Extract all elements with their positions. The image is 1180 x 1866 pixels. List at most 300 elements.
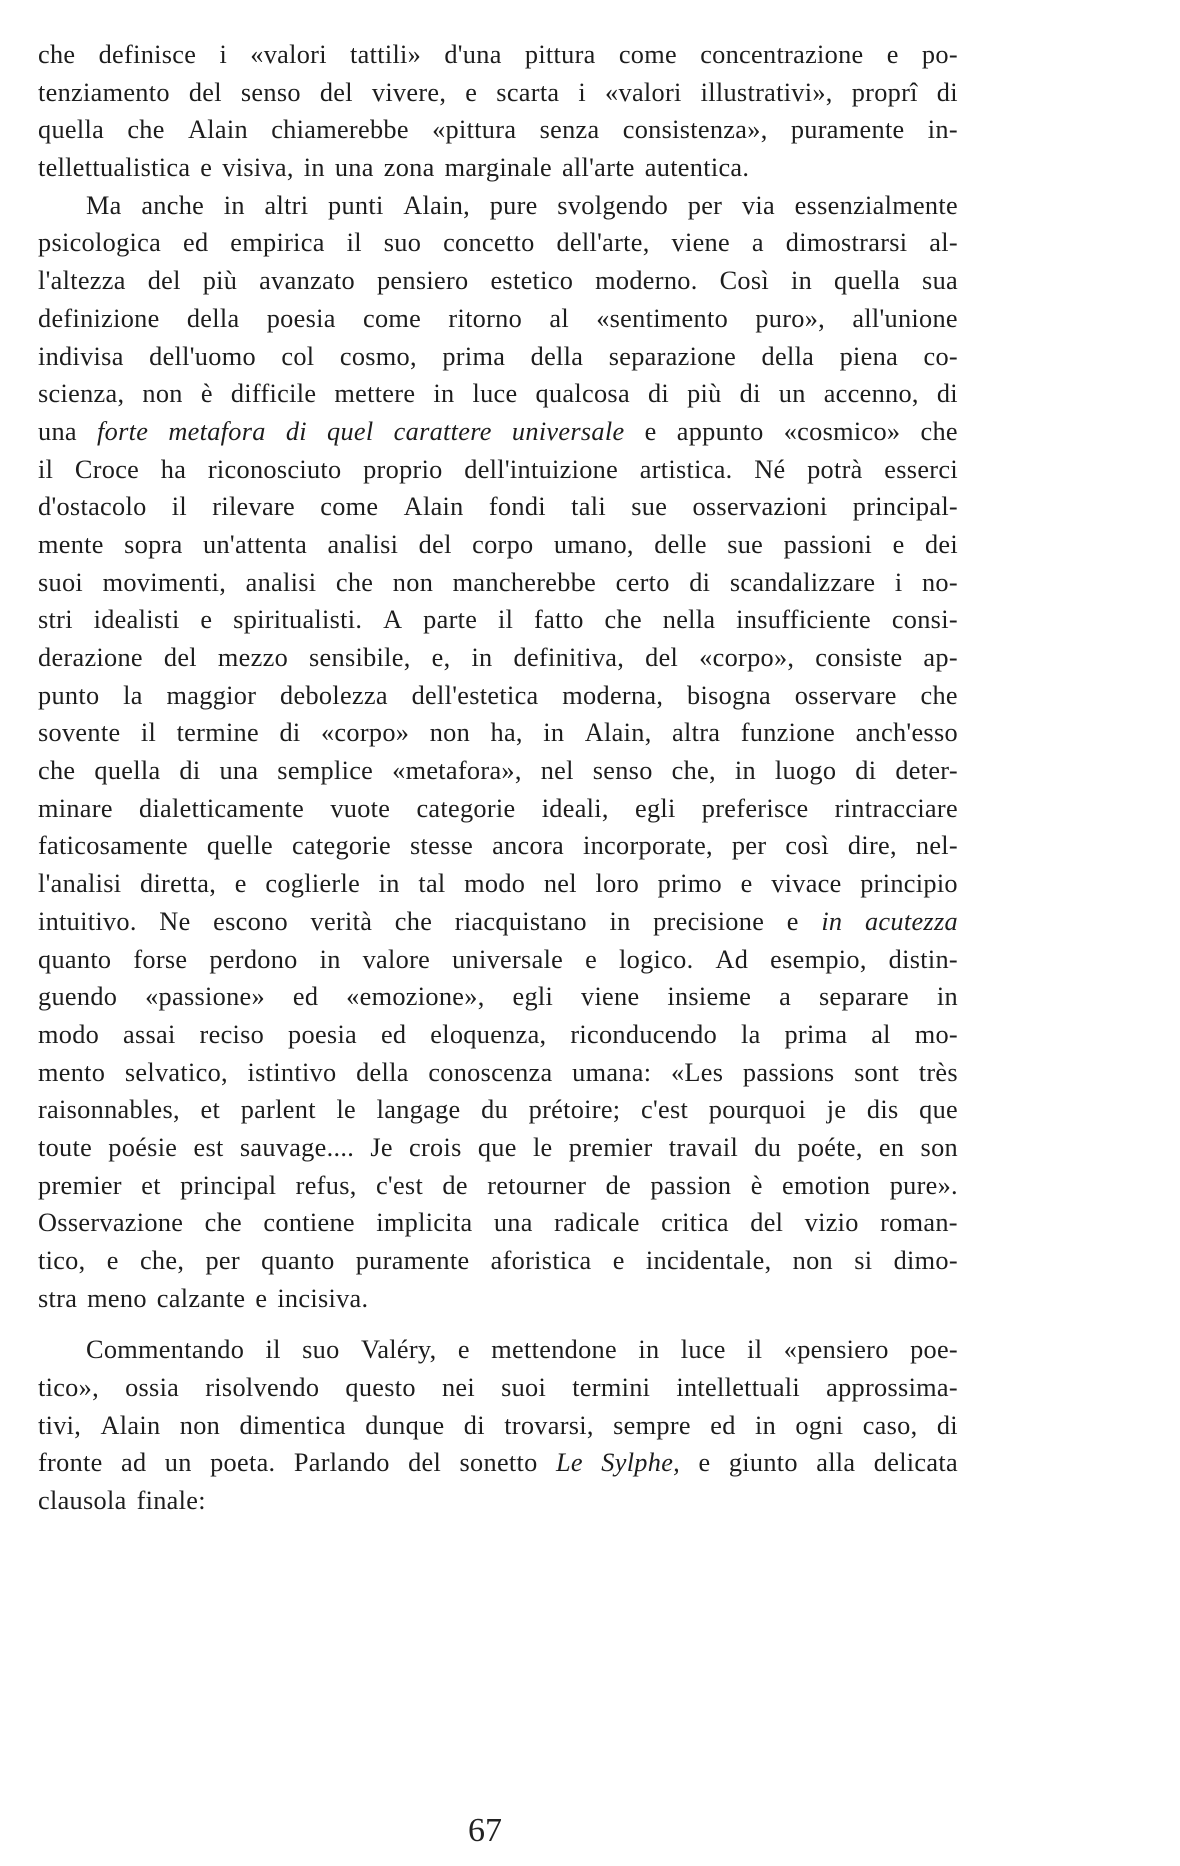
word: quanto bbox=[261, 1246, 335, 1275]
word: i bbox=[219, 40, 228, 69]
text-line bbox=[38, 1280, 958, 1318]
word: metafora bbox=[168, 416, 266, 446]
word: pittura bbox=[524, 40, 596, 69]
text-line bbox=[38, 677, 958, 715]
word: ed bbox=[710, 1410, 736, 1440]
word: anche bbox=[141, 190, 205, 220]
word: che bbox=[127, 115, 165, 145]
word: una bbox=[493, 1208, 533, 1238]
word: delle bbox=[654, 529, 707, 559]
word: e bbox=[255, 1283, 268, 1313]
word: «sentimento bbox=[596, 303, 729, 333]
word: de bbox=[605, 1170, 632, 1200]
word: dell'uomo bbox=[149, 341, 256, 371]
word: co- bbox=[923, 341, 958, 371]
word: concentrazione bbox=[700, 40, 864, 69]
word: Valéry, bbox=[360, 1335, 437, 1365]
word: non bbox=[392, 567, 434, 597]
word: poesia bbox=[288, 1019, 358, 1049]
word: Ad bbox=[715, 944, 749, 974]
word: così bbox=[785, 831, 829, 861]
word: in bbox=[821, 906, 843, 936]
word: le bbox=[336, 1095, 357, 1125]
word: stri bbox=[38, 605, 73, 635]
word: del bbox=[188, 77, 222, 107]
word: viene bbox=[581, 982, 640, 1012]
word: riconosciuto bbox=[207, 454, 342, 484]
word: di bbox=[855, 756, 877, 786]
word: pensiero bbox=[376, 266, 469, 296]
word: principal bbox=[180, 1170, 277, 1200]
word: nel bbox=[543, 869, 577, 899]
word: osservazioni bbox=[692, 492, 828, 522]
word: svolgendo bbox=[557, 190, 669, 220]
word: en bbox=[878, 1132, 905, 1162]
word: in bbox=[378, 869, 400, 899]
text-line bbox=[38, 526, 958, 564]
word: c'est bbox=[375, 1170, 424, 1200]
paragraph bbox=[38, 36, 958, 187]
word: insufficiente bbox=[736, 605, 872, 635]
word: «passione» bbox=[145, 982, 265, 1012]
text-line bbox=[38, 941, 958, 979]
word: all'unione bbox=[852, 303, 958, 333]
word: no- bbox=[921, 567, 958, 597]
word: sempre bbox=[613, 1410, 691, 1440]
word: intuitivo. bbox=[38, 906, 137, 936]
word: scienza, bbox=[38, 379, 125, 409]
word: du bbox=[481, 1095, 509, 1125]
word: que bbox=[919, 1095, 958, 1125]
word: que bbox=[477, 1132, 517, 1162]
word: della bbox=[761, 341, 815, 371]
text-line bbox=[38, 300, 958, 338]
word: risolvendo bbox=[205, 1373, 320, 1403]
word: marginale bbox=[444, 153, 552, 183]
word: e bbox=[644, 416, 657, 446]
text-line bbox=[38, 1331, 958, 1369]
text-line bbox=[38, 714, 958, 752]
word: son bbox=[920, 1132, 958, 1162]
word: di bbox=[463, 1410, 485, 1440]
word: dialetticamente bbox=[139, 793, 305, 823]
word: mento bbox=[38, 1057, 106, 1087]
word: premier bbox=[38, 1170, 122, 1200]
word: pourquoi bbox=[708, 1095, 807, 1125]
word: emotion bbox=[782, 1170, 871, 1200]
word: per bbox=[205, 1246, 240, 1275]
word: non bbox=[142, 379, 183, 409]
word: premier bbox=[568, 1132, 653, 1162]
word: puro», bbox=[755, 303, 826, 333]
word: un bbox=[164, 1448, 192, 1478]
word: Alain bbox=[403, 492, 464, 522]
text-line bbox=[38, 1444, 958, 1482]
word: prima bbox=[442, 341, 506, 371]
word: senso bbox=[592, 756, 653, 786]
word: implicita bbox=[376, 1208, 473, 1238]
word: il bbox=[140, 718, 157, 748]
word: «corpo», bbox=[699, 643, 795, 672]
word: guendo bbox=[38, 982, 118, 1012]
word: Croce bbox=[74, 454, 140, 484]
word: tenziamento bbox=[38, 77, 170, 107]
word: poesia bbox=[266, 303, 336, 333]
word: dunque bbox=[365, 1410, 445, 1440]
word: della bbox=[186, 303, 240, 333]
word: corpo bbox=[472, 529, 534, 559]
word: très bbox=[918, 1057, 958, 1087]
word: di bbox=[179, 756, 201, 786]
word: «pittura bbox=[432, 115, 517, 145]
word: quelle bbox=[206, 831, 273, 861]
word: non bbox=[179, 1410, 221, 1440]
word: del bbox=[750, 1208, 784, 1238]
word: d'ostacolo bbox=[38, 492, 147, 522]
word: scandalizzare bbox=[729, 567, 876, 597]
word: del bbox=[163, 643, 197, 672]
word: et bbox=[141, 1170, 161, 1200]
text-line bbox=[38, 375, 958, 413]
word: altri bbox=[264, 190, 309, 220]
word: langage bbox=[376, 1095, 461, 1125]
word: «pensiero bbox=[783, 1335, 889, 1365]
word: prima bbox=[784, 1019, 848, 1049]
word: finale: bbox=[136, 1486, 206, 1516]
word: e bbox=[892, 529, 905, 559]
word: di bbox=[936, 1410, 958, 1440]
word: Ne bbox=[159, 906, 191, 936]
word: sonetto bbox=[459, 1448, 538, 1478]
text-line bbox=[38, 1407, 958, 1445]
word: quel bbox=[327, 416, 374, 446]
word: roman- bbox=[880, 1208, 958, 1238]
word: sont bbox=[854, 1057, 900, 1087]
word: osservare bbox=[794, 680, 897, 710]
word: giunto bbox=[728, 1448, 798, 1478]
text-line bbox=[38, 1129, 958, 1167]
word: ogni bbox=[795, 1410, 844, 1440]
word: di bbox=[689, 567, 711, 597]
word: loro bbox=[595, 869, 640, 899]
word: del bbox=[408, 1448, 442, 1478]
word: refus, bbox=[295, 1170, 357, 1200]
word: passions bbox=[742, 1057, 835, 1087]
word: Alain, bbox=[584, 718, 652, 748]
word: al bbox=[549, 303, 569, 333]
word: in bbox=[319, 944, 341, 974]
word: che bbox=[394, 906, 433, 936]
word: et bbox=[200, 1095, 221, 1125]
word: intellettuali bbox=[676, 1373, 801, 1403]
word: è bbox=[750, 1170, 763, 1200]
word: e bbox=[457, 1335, 470, 1365]
word: del bbox=[645, 643, 679, 672]
word: viene bbox=[671, 228, 730, 258]
word: mezzo bbox=[217, 643, 289, 672]
word: vivace bbox=[771, 869, 842, 899]
word: sua bbox=[922, 266, 958, 296]
word: Alain, bbox=[403, 190, 471, 220]
word: Parlando bbox=[293, 1448, 390, 1478]
word: il bbox=[265, 1335, 281, 1365]
text-line bbox=[38, 1482, 958, 1520]
word: di bbox=[647, 379, 670, 409]
word: Sylphe, bbox=[601, 1448, 681, 1478]
word: ap- bbox=[923, 643, 958, 672]
word: termine bbox=[176, 718, 259, 748]
paragraph bbox=[38, 1331, 958, 1519]
word: certo bbox=[615, 567, 670, 597]
word: dis bbox=[866, 1095, 899, 1125]
word: ed bbox=[182, 228, 209, 258]
word: potrà bbox=[807, 454, 863, 484]
word: ideali, bbox=[541, 793, 609, 823]
word: suo bbox=[383, 228, 422, 258]
word: passioni bbox=[783, 529, 873, 559]
word: principio bbox=[860, 869, 958, 899]
word: estetico bbox=[490, 266, 574, 296]
word: ha, bbox=[490, 718, 523, 748]
word: fronte bbox=[38, 1448, 103, 1478]
text-line bbox=[38, 413, 958, 451]
word: in bbox=[790, 266, 813, 296]
word: definisce bbox=[98, 40, 197, 69]
word: e bbox=[200, 605, 213, 635]
word: che bbox=[204, 1208, 243, 1238]
word: che bbox=[920, 416, 958, 446]
word: toute bbox=[38, 1132, 93, 1162]
word: acutezza bbox=[864, 906, 958, 936]
word: per bbox=[731, 831, 767, 861]
word: la bbox=[123, 680, 143, 710]
text-line bbox=[38, 1369, 958, 1407]
word: della bbox=[530, 341, 584, 371]
word: retourner bbox=[487, 1170, 587, 1200]
word: «corpo» bbox=[320, 718, 410, 748]
word: ancora bbox=[492, 831, 565, 861]
word: empirica bbox=[230, 228, 325, 258]
word: e bbox=[200, 153, 213, 183]
word: in bbox=[755, 1410, 777, 1440]
word: Je bbox=[370, 1132, 393, 1162]
word: derazione bbox=[38, 643, 143, 672]
word: valore bbox=[362, 944, 431, 974]
word: tali bbox=[571, 492, 606, 522]
word: categorie bbox=[416, 793, 516, 823]
word: in bbox=[223, 190, 245, 220]
word: di bbox=[936, 77, 958, 107]
word: i bbox=[894, 567, 903, 597]
word: clausola bbox=[38, 1486, 127, 1516]
word: du bbox=[754, 1132, 782, 1162]
word: universale bbox=[452, 944, 564, 974]
text-line bbox=[38, 903, 958, 941]
word: vizio bbox=[804, 1208, 859, 1238]
word: piena bbox=[839, 341, 899, 371]
word: crois bbox=[409, 1132, 462, 1162]
word: che, bbox=[139, 1246, 185, 1275]
word: mancherebbe bbox=[452, 567, 597, 597]
word: consistenza», bbox=[622, 115, 768, 145]
word: c'est bbox=[641, 1095, 689, 1125]
word: logico. bbox=[619, 944, 694, 974]
word: artistica. bbox=[639, 454, 733, 484]
word: istintivo bbox=[247, 1057, 337, 1087]
word: che bbox=[38, 40, 76, 69]
word: A bbox=[383, 605, 403, 635]
word: la bbox=[740, 1019, 761, 1049]
word: della bbox=[356, 1057, 409, 1087]
word: puramente bbox=[355, 1246, 470, 1275]
word: nel bbox=[540, 756, 574, 786]
word: pure bbox=[489, 190, 538, 220]
word: luce bbox=[680, 1335, 726, 1365]
word: perdono bbox=[209, 944, 298, 974]
word: critica bbox=[661, 1208, 729, 1238]
word: bisogna bbox=[687, 680, 771, 710]
text-line bbox=[38, 488, 958, 526]
paragraph bbox=[38, 187, 958, 1318]
word: definitiva, bbox=[513, 643, 625, 672]
word: nei bbox=[441, 1373, 475, 1403]
word: mo- bbox=[914, 1019, 958, 1049]
word: po- bbox=[921, 40, 958, 69]
word: quella bbox=[834, 266, 901, 296]
word: precisione bbox=[653, 906, 765, 936]
word: che bbox=[335, 567, 374, 597]
word: ed bbox=[380, 1019, 407, 1049]
word: dell'intuizione bbox=[464, 454, 619, 484]
word: sue bbox=[727, 529, 764, 559]
word: Commentando bbox=[86, 1335, 245, 1365]
word: dell'arte, bbox=[556, 228, 650, 258]
word: «Les bbox=[670, 1057, 724, 1087]
word: un'attenta bbox=[203, 529, 308, 559]
word: vuote bbox=[330, 793, 391, 823]
word: de bbox=[442, 1170, 468, 1200]
word: riconducendo bbox=[570, 1019, 718, 1049]
word: che bbox=[604, 605, 642, 635]
word: forse bbox=[133, 944, 188, 974]
word: in bbox=[471, 643, 493, 672]
word: incidentale, bbox=[645, 1246, 772, 1275]
word: suoi bbox=[501, 1373, 547, 1403]
word: quanto bbox=[38, 944, 112, 974]
body-text bbox=[38, 36, 958, 1520]
word: all'arte bbox=[561, 153, 635, 183]
word: rilevare bbox=[212, 492, 295, 522]
text-line bbox=[38, 790, 958, 828]
word: modo bbox=[38, 1019, 100, 1049]
word: dimo- bbox=[893, 1246, 958, 1275]
text-line bbox=[38, 262, 958, 300]
word: difficile bbox=[230, 379, 317, 409]
word: luogo bbox=[774, 756, 837, 786]
word: contiene bbox=[263, 1208, 355, 1238]
word: e bbox=[886, 40, 899, 69]
word: zona bbox=[383, 153, 435, 183]
word: moderna, bbox=[562, 680, 664, 710]
word: tivi, bbox=[38, 1410, 82, 1440]
word: tellettualistica bbox=[38, 153, 191, 183]
word: qualcosa bbox=[535, 379, 630, 409]
word: una bbox=[334, 153, 374, 183]
word: ossia bbox=[125, 1373, 180, 1403]
word: mettere bbox=[334, 379, 416, 409]
word: Alain bbox=[100, 1410, 161, 1440]
text-line bbox=[38, 752, 958, 790]
word: caso, bbox=[862, 1410, 918, 1440]
word: in bbox=[734, 756, 756, 786]
word: del bbox=[319, 77, 353, 107]
word: nella bbox=[662, 605, 716, 635]
word: tico, bbox=[38, 1246, 86, 1275]
word: d'una bbox=[444, 40, 502, 69]
word: il bbox=[747, 1335, 763, 1365]
text-line bbox=[38, 827, 958, 865]
word: tattili» bbox=[350, 40, 422, 69]
word: e, bbox=[431, 643, 451, 672]
word: «valori bbox=[250, 40, 327, 69]
word: al- bbox=[929, 228, 958, 258]
word: il bbox=[38, 454, 54, 484]
word: «metafora», bbox=[392, 756, 522, 786]
word: idealisti bbox=[93, 605, 180, 635]
word: forte bbox=[97, 416, 149, 446]
word: sue bbox=[631, 492, 668, 522]
word: poe- bbox=[910, 1335, 958, 1365]
word: meno bbox=[87, 1283, 147, 1313]
word: in bbox=[609, 906, 631, 936]
word: quella bbox=[94, 756, 161, 786]
word: quella bbox=[38, 115, 105, 145]
word: e bbox=[612, 1246, 625, 1275]
word: principal- bbox=[852, 492, 958, 522]
word: appunto bbox=[676, 416, 764, 446]
word: e bbox=[585, 944, 598, 974]
text-line bbox=[38, 865, 958, 903]
word: approssima- bbox=[826, 1373, 958, 1403]
word: reciso bbox=[199, 1019, 265, 1049]
word: senso bbox=[240, 77, 301, 107]
word: e bbox=[740, 869, 753, 899]
word: consiste bbox=[815, 643, 903, 672]
word: assai bbox=[123, 1019, 176, 1049]
word: prétoire; bbox=[528, 1095, 621, 1125]
text-line bbox=[38, 1091, 958, 1129]
word: mettendone bbox=[491, 1335, 617, 1365]
word: Né bbox=[754, 454, 786, 484]
word: sensibile, bbox=[309, 643, 411, 672]
word: moderno. bbox=[595, 266, 698, 296]
word: Osservazione bbox=[38, 1208, 184, 1238]
word: riacquistano bbox=[454, 906, 587, 936]
word: via bbox=[741, 190, 775, 220]
word: in bbox=[638, 1335, 660, 1365]
word: minare bbox=[38, 793, 113, 823]
word: e bbox=[465, 77, 478, 107]
word: umano, bbox=[553, 529, 634, 559]
word: come bbox=[320, 492, 379, 522]
paragraph-gap bbox=[38, 1317, 958, 1331]
word: di bbox=[279, 718, 301, 748]
word: deter- bbox=[895, 756, 958, 786]
word: delicata bbox=[873, 1448, 958, 1478]
word: poeta. bbox=[210, 1448, 276, 1478]
word: parlent bbox=[240, 1095, 316, 1125]
word: dell'estetica bbox=[411, 680, 539, 710]
